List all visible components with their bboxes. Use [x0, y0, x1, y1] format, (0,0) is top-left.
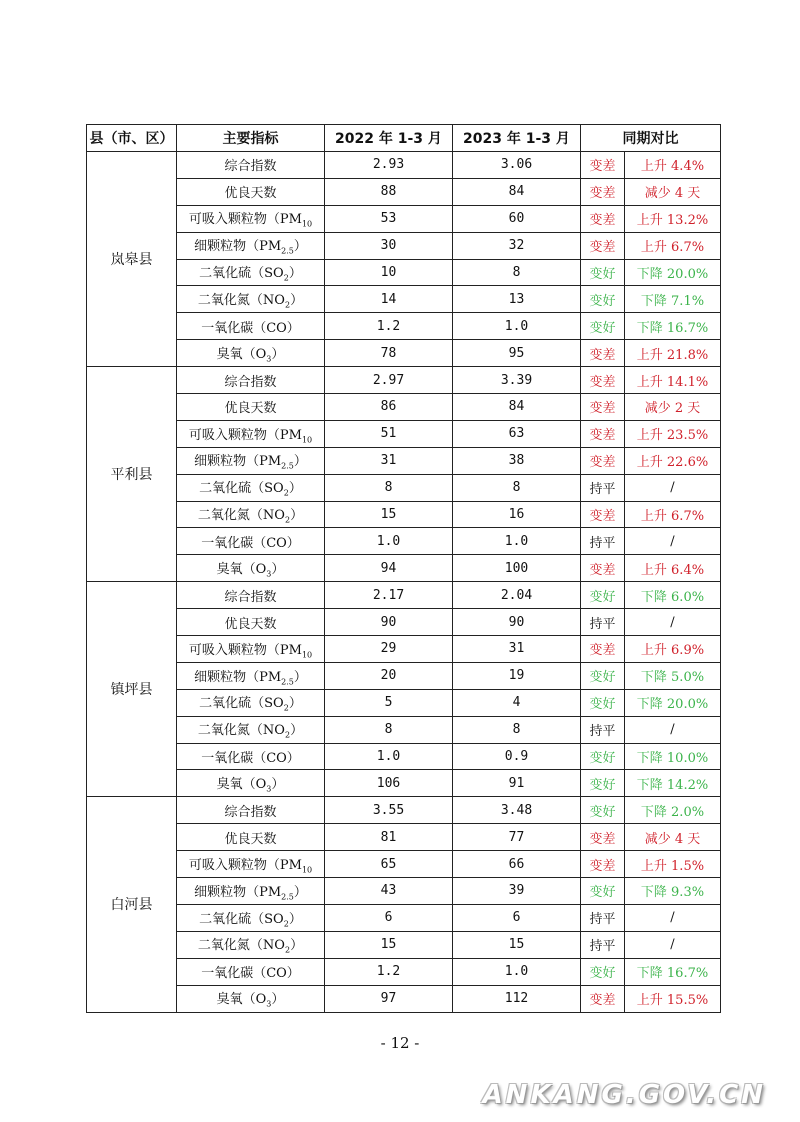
indicator-subscript: 10 [301, 435, 313, 445]
indicator-label: 综合指数 [224, 159, 277, 175]
indicator-label: 细颗粒物（PM [194, 454, 282, 470]
comparison-status: 变差 [581, 824, 625, 851]
indicator-label: 综合指数 [224, 589, 277, 605]
comparison-change: / [625, 931, 721, 958]
comparison-change: 上升 6.7% [625, 232, 721, 259]
comparison-status: 变差 [581, 367, 625, 394]
indicator-suffix: ） [288, 911, 302, 927]
value-2023: 3.39 [453, 367, 581, 394]
comparison-status: 变差 [581, 232, 625, 259]
value-2022: 5 [325, 689, 453, 716]
comparison-change: / [625, 528, 721, 555]
comparison-change: 下降 16.7% [625, 313, 721, 340]
value-2022: 15 [325, 931, 453, 958]
comparison-change: 上升 15.5% [625, 985, 721, 1012]
value-2022: 53 [325, 205, 453, 232]
comparison-change: 上升 6.7% [625, 501, 721, 528]
indicator-label: 优良天数 [224, 831, 277, 847]
value-2022: 2.93 [325, 152, 453, 179]
comparison-status: 变差 [581, 447, 625, 474]
indicator-suffix: ） [290, 938, 304, 954]
value-2023: 16 [453, 501, 581, 528]
comparison-status: 变差 [581, 420, 625, 447]
value-2023: 19 [453, 662, 581, 689]
table-row [87, 501, 721, 528]
table-row [87, 689, 721, 716]
county-name: 岚皋县 [87, 152, 177, 367]
value-2022: 43 [325, 878, 453, 905]
indicator-subscript: 2.5 [281, 246, 294, 256]
comparison-change: 上升 23.5% [625, 420, 721, 447]
table-row [87, 555, 721, 582]
indicator-label: 二氧化硫（SO [199, 911, 284, 927]
table-row [87, 313, 721, 340]
value-2022: 6 [325, 904, 453, 931]
indicator-suffix: ） [271, 346, 285, 362]
indicator-cell [177, 178, 325, 205]
indicator-subscript: 2 [284, 730, 291, 740]
table-row [87, 582, 721, 609]
value-2022: 1.0 [325, 528, 453, 555]
value-2023: 15 [453, 931, 581, 958]
indicator-label: 可吸入颗粒物（PM [188, 642, 302, 658]
comparison-change: 减少 4 天 [625, 824, 721, 851]
table-row [87, 178, 721, 205]
comparison-status: 持平 [581, 931, 625, 958]
value-2022: 3.55 [325, 797, 453, 824]
indicator-cell [177, 286, 325, 313]
comparison-change: 下降 10.0% [625, 743, 721, 770]
value-2023: 90 [453, 609, 581, 636]
county-name: 镇坪县 [87, 582, 177, 797]
value-2022: 1.2 [325, 958, 453, 985]
value-2022: 90 [325, 609, 453, 636]
comparison-change: 下降 5.0% [625, 662, 721, 689]
indicator-cell [177, 259, 325, 286]
indicator-subscript: 10 [301, 865, 313, 875]
indicator-label: 综合指数 [224, 374, 277, 390]
comparison-change: 减少 4 天 [625, 178, 721, 205]
comparison-status: 变差 [581, 555, 625, 582]
value-2022: 94 [325, 555, 453, 582]
indicator-suffix: ） [290, 723, 304, 739]
indicator-suffix: ） [293, 239, 307, 255]
comparison-change: / [625, 609, 721, 636]
value-2023: 39 [453, 878, 581, 905]
indicator-cell [177, 232, 325, 259]
table-row [87, 797, 721, 824]
indicator-cell [177, 609, 325, 636]
indicator-subscript: 10 [301, 650, 313, 660]
comparison-change: 上升 13.2% [625, 205, 721, 232]
indicator-label: 二氧化氮（NO [197, 508, 285, 524]
indicator-cell [177, 582, 325, 609]
comparison-status: 持平 [581, 528, 625, 555]
table-row [87, 259, 721, 286]
indicator-suffix: ） [288, 696, 302, 712]
value-2023: 91 [453, 770, 581, 797]
value-2022: 81 [325, 824, 453, 851]
value-2023: 31 [453, 636, 581, 663]
indicator-label: 二氧化硫（SO [199, 696, 284, 712]
comparison-status: 变好 [581, 770, 625, 797]
value-2023: 112 [453, 985, 581, 1012]
indicator-cell [177, 340, 325, 367]
value-2022: 10 [325, 259, 453, 286]
value-2023: 3.06 [453, 152, 581, 179]
table-row [87, 420, 721, 447]
comparison-change: 下降 6.0% [625, 582, 721, 609]
comparison-change: 下降 9.3% [625, 878, 721, 905]
value-2023: 13 [453, 286, 581, 313]
page-number: - 12 - [380, 1034, 420, 1052]
table-row [87, 878, 721, 905]
indicator-label: 综合指数 [224, 804, 277, 820]
table-row [87, 985, 721, 1012]
header-2023: 2023 年 1-3 月 [453, 125, 581, 152]
indicator-label: 臭氧（O [216, 992, 267, 1008]
value-2023: 6 [453, 904, 581, 931]
value-2023: 0.9 [453, 743, 581, 770]
value-2022: 8 [325, 716, 453, 743]
comparison-change: 下降 20.0% [625, 689, 721, 716]
comparison-change: 下降 20.0% [625, 259, 721, 286]
table-body [87, 152, 721, 1013]
value-2023: 1.0 [453, 958, 581, 985]
table-row [87, 958, 721, 985]
table-row [87, 205, 721, 232]
value-2023: 95 [453, 340, 581, 367]
table-row [87, 904, 721, 931]
comparison-status: 变好 [581, 662, 625, 689]
indicator-suffix: ） [271, 992, 285, 1008]
value-2023: 3.48 [453, 797, 581, 824]
indicator-cell [177, 528, 325, 555]
indicator-subscript: 2 [284, 946, 291, 956]
comparison-status: 变差 [581, 851, 625, 878]
indicator-cell [177, 770, 325, 797]
comparison-status: 变差 [581, 636, 625, 663]
indicator-subscript: 3 [266, 999, 272, 1009]
header-2022: 2022 年 1-3 月 [325, 125, 453, 152]
indicator-label: 二氧化硫（SO [199, 266, 284, 282]
comparison-status: 变差 [581, 178, 625, 205]
value-2022: 78 [325, 340, 453, 367]
table-row [87, 340, 721, 367]
value-2023: 4 [453, 689, 581, 716]
value-2022: 1.0 [325, 743, 453, 770]
indicator-cell [177, 878, 325, 905]
table-row [87, 609, 721, 636]
value-2023: 8 [453, 474, 581, 501]
indicator-suffix: ） [271, 562, 285, 577]
indicator-cell [177, 152, 325, 179]
indicator-subscript: 2.5 [281, 892, 294, 902]
comparison-change: / [625, 716, 721, 743]
header-county: 县（市、区） [87, 125, 177, 152]
indicator-cell [177, 313, 325, 340]
value-2023: 2.04 [453, 582, 581, 609]
value-2022: 97 [325, 985, 453, 1012]
comparison-change: 上升 21.8% [625, 340, 721, 367]
indicator-label: 二氧化氮（NO [197, 293, 285, 309]
indicator-subscript: 2 [283, 704, 289, 714]
value-2023: 100 [453, 555, 581, 582]
comparison-status: 变差 [581, 152, 625, 179]
comparison-change: 上升 6.9% [625, 636, 721, 663]
comparison-status: 变好 [581, 743, 625, 770]
indicator-cell [177, 743, 325, 770]
value-2023: 66 [453, 851, 581, 878]
comparison-status: 持平 [581, 716, 625, 743]
comparison-status: 变差 [581, 205, 625, 232]
value-2022: 65 [325, 851, 453, 878]
value-2023: 60 [453, 205, 581, 232]
comparison-status: 变好 [581, 259, 625, 286]
value-2023: 77 [453, 824, 581, 851]
indicator-cell [177, 205, 325, 232]
comparison-change: 下降 14.2% [625, 770, 721, 797]
air-quality-table-wrapper [86, 124, 720, 1013]
value-2022: 2.17 [325, 582, 453, 609]
table-row [87, 232, 721, 259]
value-2022: 51 [325, 420, 453, 447]
indicator-cell [177, 367, 325, 394]
indicator-label: 优良天数 [224, 616, 277, 632]
value-2023: 8 [453, 716, 581, 743]
table-row [87, 286, 721, 313]
value-2022: 106 [325, 770, 453, 797]
comparison-status: 持平 [581, 474, 625, 501]
header-comparison: 同期对比 [581, 125, 721, 152]
indicator-label: 臭氧（O [216, 346, 267, 362]
comparison-change: 下降 7.1% [625, 286, 721, 313]
indicator-cell [177, 904, 325, 931]
comparison-change: 上升 6.4% [625, 555, 721, 582]
value-2022: 8 [325, 474, 453, 501]
comparison-change: 上升 4.4% [625, 152, 721, 179]
table-row [87, 367, 721, 394]
indicator-cell [177, 447, 325, 474]
indicator-label: 一氧化碳（CO） [201, 751, 300, 767]
indicator-subscript: 2 [283, 273, 289, 283]
table-header-row [87, 125, 721, 152]
value-2022: 88 [325, 178, 453, 205]
header-indicator: 主要指标 [177, 125, 325, 152]
comparison-status: 变好 [581, 797, 625, 824]
value-2023: 1.0 [453, 313, 581, 340]
table-row [87, 152, 721, 179]
indicator-suffix: ） [293, 884, 307, 900]
comparison-status: 变差 [581, 394, 625, 421]
indicator-subscript: 3 [266, 784, 272, 794]
table-row [87, 474, 721, 501]
indicator-suffix: ） [293, 669, 307, 685]
indicator-suffix: ） [290, 508, 304, 524]
value-2023: 32 [453, 232, 581, 259]
comparison-status: 变好 [581, 582, 625, 609]
value-2022: 1.2 [325, 313, 453, 340]
value-2022: 20 [325, 662, 453, 689]
value-2023: 63 [453, 420, 581, 447]
comparison-status: 变好 [581, 286, 625, 313]
comparison-change: 上升 14.1% [625, 367, 721, 394]
comparison-status: 变差 [581, 501, 625, 528]
value-2022: 31 [325, 447, 453, 474]
table-row [87, 528, 721, 555]
value-2023: 38 [453, 447, 581, 474]
indicator-suffix: ） [288, 266, 302, 282]
watermark-logo: ANKANG.GOV.CN [482, 1080, 766, 1110]
indicator-suffix: ） [271, 777, 285, 793]
comparison-status: 变差 [581, 340, 625, 367]
indicator-subscript: 2 [283, 488, 289, 498]
indicator-label: 可吸入颗粒物（PM [188, 427, 302, 443]
indicator-label: 二氧化氮（NO [197, 723, 285, 739]
comparison-change: 下降 16.7% [625, 958, 721, 985]
table-row [87, 851, 721, 878]
comparison-change: / [625, 474, 721, 501]
value-2023: 84 [453, 178, 581, 205]
comparison-change: 上升 22.6% [625, 447, 721, 474]
indicator-label: 优良天数 [224, 186, 277, 202]
indicator-subscript: 3 [266, 354, 272, 364]
table-row [87, 770, 721, 797]
value-2023: 8 [453, 259, 581, 286]
indicator-cell [177, 474, 325, 501]
table-row [87, 394, 721, 421]
table-row [87, 636, 721, 663]
table-row [87, 662, 721, 689]
indicator-cell [177, 716, 325, 743]
indicator-suffix: ） [293, 454, 307, 470]
comparison-change: 上升 1.5% [625, 851, 721, 878]
indicator-label: 细颗粒物（PM [194, 239, 282, 255]
indicator-subscript: 10 [301, 220, 313, 230]
indicator-cell [177, 555, 325, 582]
indicator-cell [177, 501, 325, 528]
comparison-change: 减少 2 天 [625, 394, 721, 421]
indicator-cell [177, 394, 325, 421]
indicator-label: 优良天数 [224, 401, 277, 417]
indicator-subscript: 2 [284, 515, 291, 525]
indicator-subscript: 2.5 [281, 677, 294, 687]
indicator-cell [177, 797, 325, 824]
indicator-label: 臭氧（O [216, 777, 267, 793]
indicator-label: 细颗粒物（PM [194, 669, 282, 685]
indicator-cell [177, 420, 325, 447]
indicator-subscript: 2 [284, 300, 291, 310]
comparison-change: / [625, 904, 721, 931]
indicator-cell [177, 824, 325, 851]
air-quality-comparison-table [86, 124, 721, 1013]
indicator-cell [177, 851, 325, 878]
indicator-label: 可吸入颗粒物（PM [188, 857, 302, 873]
indicator-cell [177, 931, 325, 958]
indicator-subscript: 2.5 [281, 462, 294, 472]
county-name: 平利县 [87, 367, 177, 582]
indicator-suffix: ） [290, 293, 304, 309]
table-row [87, 716, 721, 743]
value-2023: 1.0 [453, 528, 581, 555]
indicator-label: 二氧化硫（SO [199, 481, 284, 497]
table-row [87, 447, 721, 474]
indicator-suffix: ） [288, 481, 302, 497]
comparison-status: 变好 [581, 958, 625, 985]
indicator-subscript: 2 [283, 919, 289, 929]
comparison-status: 变差 [581, 985, 625, 1012]
indicator-label: 臭氧（O [216, 562, 267, 577]
indicator-label: 可吸入颗粒物（PM [188, 212, 302, 228]
indicator-cell [177, 636, 325, 663]
table-row [87, 743, 721, 770]
value-2022: 30 [325, 232, 453, 259]
indicator-label: 一氧化碳（CO） [201, 535, 300, 551]
comparison-status: 持平 [581, 609, 625, 636]
county-name: 白河县 [87, 797, 177, 1012]
comparison-status: 变好 [581, 878, 625, 905]
indicator-cell [177, 985, 325, 1012]
indicator-cell [177, 958, 325, 985]
table-row [87, 931, 721, 958]
comparison-change: 下降 2.0% [625, 797, 721, 824]
table-row [87, 824, 721, 851]
value-2022: 86 [325, 394, 453, 421]
value-2023: 84 [453, 394, 581, 421]
value-2022: 2.97 [325, 367, 453, 394]
indicator-label: 一氧化碳（CO） [201, 320, 300, 336]
comparison-status: 变好 [581, 689, 625, 716]
indicator-label: 一氧化碳（CO） [201, 966, 300, 982]
value-2022: 14 [325, 286, 453, 313]
value-2022: 29 [325, 636, 453, 663]
indicator-cell [177, 662, 325, 689]
indicator-label: 二氧化氮（NO [197, 938, 285, 954]
indicator-subscript: 3 [266, 569, 272, 579]
comparison-status: 变好 [581, 313, 625, 340]
indicator-cell [177, 689, 325, 716]
value-2022: 15 [325, 501, 453, 528]
indicator-label: 细颗粒物（PM [194, 884, 282, 900]
comparison-status: 持平 [581, 904, 625, 931]
